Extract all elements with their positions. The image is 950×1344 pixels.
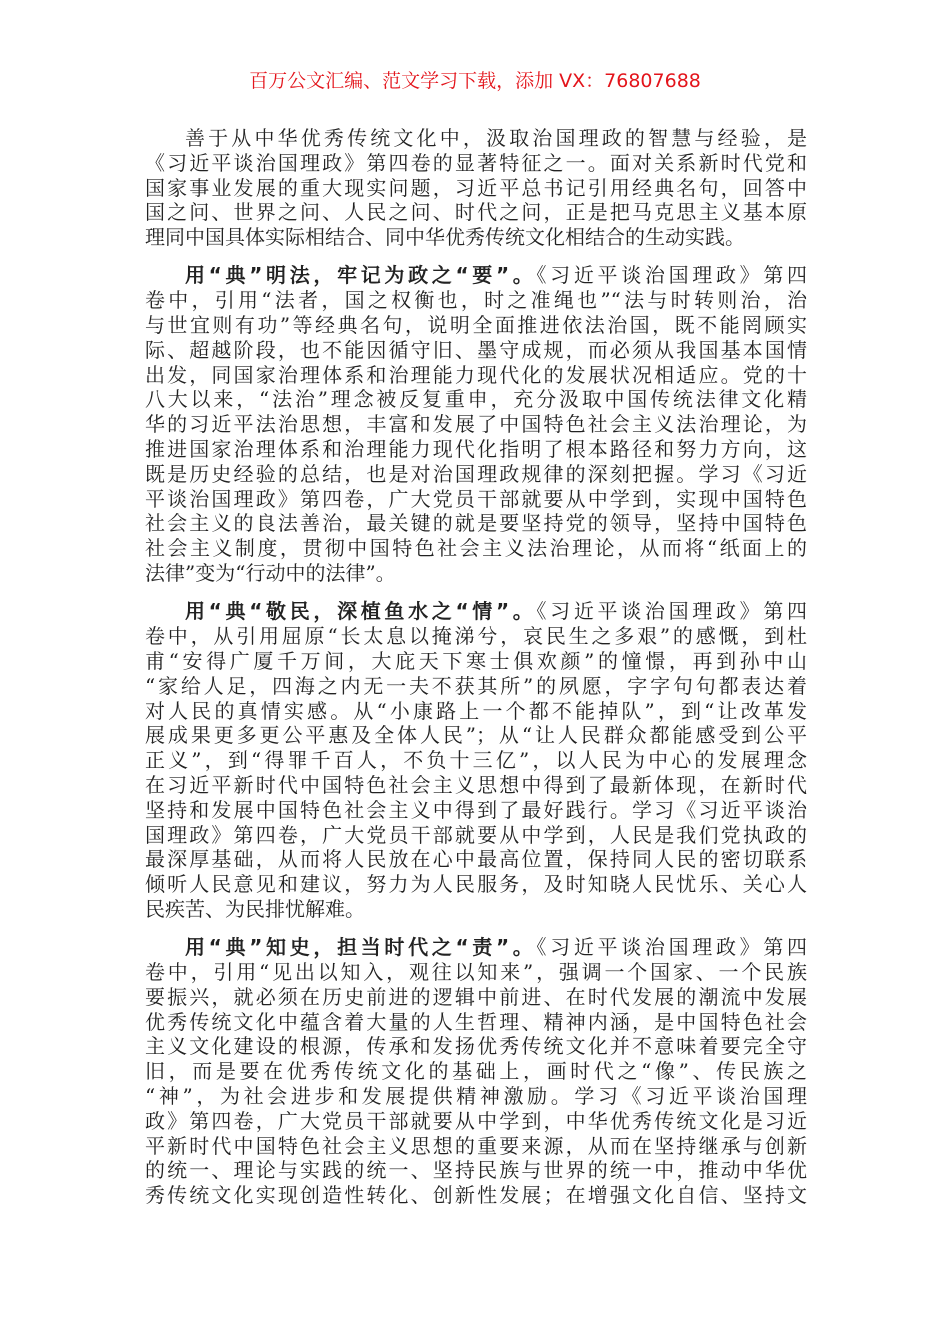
paragraph (145, 599, 807, 921)
text-line (145, 437, 807, 462)
text-line (145, 1059, 807, 1084)
text-line (145, 1109, 807, 1134)
line-text: 坚持和发展中国特色社会主义中得到了最好践行。学习《习近平谈治 (145, 797, 807, 822)
paragraph-lead: 用“典”明法，牢记为政之“要”。 (185, 263, 537, 288)
line-text: 平新时代中国特色社会主义思想的重要来源，从而在坚持继承与创新 (145, 1133, 807, 1158)
line-text: 《习近平谈治国理政》第四卷的显著特征之一。面对关系新时代党和 (145, 150, 807, 175)
text-line (145, 200, 807, 225)
line-text: 卷中，从引用屈原“长太息以掩涕兮，哀民生之多艰”的感慨，到杜 (145, 624, 807, 649)
line-text: “神”，为社会进步和发展提供精神激励。学习《习近平谈治国理 (145, 1083, 807, 1108)
line-text: 推进国家治理体系和治理能力现代化指明了根本路径和努力方向，这 (145, 437, 807, 462)
line-text: 理同中国具体实际相结合、同中华优秀传统文化相结合的生动实践。 (145, 225, 745, 250)
text-line (145, 723, 807, 748)
text-line (145, 176, 807, 201)
text-line (145, 1010, 807, 1035)
text-line (145, 1134, 807, 1159)
line-text: 展成果更多更公平惠及全体人民”；从“让人民群众都能感受到公平 (145, 723, 807, 748)
text-line (145, 126, 807, 151)
text-line (145, 985, 807, 1010)
line-text: 倾听人民意见和建议，努力为人民服务，及时知晓人民忧乐、关心人 (145, 872, 807, 897)
text-line (145, 897, 807, 922)
paragraph-lead: 用“典“敬民，深植鱼水之“情”。 (185, 599, 537, 624)
text-line (145, 847, 807, 872)
line-text: 法律”变为“行动中的法律”。 (145, 561, 396, 586)
line-text: 秀传统文化实现创造性转化、创新性发展；在增强文化自信、坚持文 (145, 1183, 807, 1208)
text-line (145, 462, 807, 487)
text-line (145, 288, 807, 313)
line-text: 政》第四卷，广大党员干部就要从中学到，中华优秀传统文化是习近 (145, 1108, 807, 1133)
text-line (145, 511, 807, 536)
line-text: 《习近平谈治国理政》第四 (536, 263, 808, 288)
line-text: 要振兴，就必须在历史前进的逻辑中前进、在时代发展的潮流中发展 (145, 984, 807, 1009)
document-body (145, 126, 807, 1221)
watermark-header: 百万公文汇编、范文学习下载，添加 VX：76807688 (249, 70, 701, 92)
line-text: 平谈治国理政》第四卷，广大党员干部就要从中学到，实现中国特色 (145, 486, 807, 511)
text-line (145, 412, 807, 437)
line-text: 与世宜则有功”等经典名句，说明全面推进依法治国，既不能罔顾实 (145, 313, 807, 338)
line-text: 出发，同国家治理体系和治理能力现代化的发展状况相适应。党的十 (145, 362, 807, 387)
line-text: 甫“安得广厦千万间，大庇天下寒士俱欢颜”的憧憬，再到孙中山 (145, 648, 807, 673)
text-line (145, 338, 807, 363)
text-line (145, 151, 807, 176)
line-text: 《习近平谈治国理政》第四 (536, 599, 808, 624)
line-text: 八大以来，“法治”理念被反复重申，充分汲取中国传统法律文化精 (145, 387, 807, 412)
text-line (145, 1084, 807, 1109)
text-line (145, 487, 807, 512)
text-line (145, 960, 807, 985)
line-text: 对人民的真情实感。从“小康路上一个都不能掉队”，到“让改革发 (145, 698, 807, 723)
paragraph-lead: 用“典”知史，担当时代之“责”。 (185, 935, 537, 960)
line-text: 主义文化建设的根源，传承和发扬优秀传统文化并不意味着要完全守 (145, 1034, 807, 1059)
text-line (145, 1158, 807, 1183)
line-text: 社会主义制度，贯彻中国特色社会主义法治理论，从而将“纸面上的 (145, 536, 807, 561)
text-line (145, 823, 807, 848)
line-text: 卷中，引用“见出以知入，观往以知来”，强调一个国家、一个民族 (145, 960, 807, 984)
paragraph (145, 263, 807, 585)
text-line (145, 263, 807, 288)
line-text: 优秀传统文化中蕴含着大量的人生哲理、精神内涵，是中国特色社会 (145, 1009, 807, 1034)
line-text: 正义”，到“得罪千百人，不负十三亿”，以人民为中心的发展理念 (145, 748, 807, 773)
text-line (145, 798, 807, 823)
text-line (145, 773, 807, 798)
text-line (145, 748, 807, 773)
line-text: 国理政》第四卷，广大党员干部就要从中学到，人民是我们党执政的 (145, 822, 807, 847)
line-text: 民疾苦、为民排忧解难。 (145, 896, 365, 921)
line-text: 的统一、理论与实践的统一、坚持民族与世界的统一中，推动中华优 (145, 1158, 807, 1183)
line-text: 国家事业发展的重大现实问题，习近平总书记引用经典名句，回答中 (145, 175, 807, 200)
text-line (145, 313, 807, 338)
line-text: 最深厚基础，从而将人民放在心中最高位置，保持同人民的密切联系 (145, 847, 807, 872)
text-line (145, 674, 807, 699)
paragraph (145, 935, 807, 1208)
line-text: 社会主义的良法善治，最关键的就是要坚持党的领导，坚持中国特色 (145, 511, 807, 536)
text-line (145, 699, 807, 724)
line-text: 旧，而是要在优秀传统文化的基础上，画时代之“像”、传民族之 (145, 1059, 807, 1084)
line-text: “家给人足，四海之内无一夫不获其所”的夙愿，字字句句都表达着 (145, 673, 807, 698)
line-text: 《习近平谈治国理政》第四 (536, 935, 808, 960)
text-line (145, 363, 807, 388)
text-line (145, 872, 807, 897)
text-line (145, 599, 807, 624)
text-line (145, 536, 807, 561)
text-line (145, 1034, 807, 1059)
line-text: 在习近平新时代中国特色社会主义思想中得到了最新体现，在新时代 (145, 772, 807, 797)
text-line (145, 225, 807, 250)
text-line (145, 649, 807, 674)
text-line (145, 387, 807, 412)
text-line (145, 624, 807, 649)
line-text: 既是历史经验的总结，也是对治国理政规律的深刻把握。学习《习近 (145, 461, 807, 486)
line-text: 国之问、世界之问、人民之问、时代之问，正是把马克思主义基本原 (145, 200, 807, 225)
line-text: 际、超越阶段，也不能因循守旧、墨守成规，而必须从我国基本国情 (145, 337, 807, 362)
line-text: 卷中，引用“法者，国之权衡也，时之准绳也”“法与时转则治，治 (145, 288, 807, 313)
text-line (145, 935, 807, 960)
line-text: 华的习近平法治思想，丰富和发展了中国特色社会主义法治理论，为 (145, 412, 807, 437)
paragraph (145, 126, 807, 250)
text-line (145, 1183, 807, 1208)
line-text: 善于从中华优秀传统文化中，汲取治国理政的智慧与经验，是 (185, 126, 807, 150)
text-line (145, 561, 807, 586)
